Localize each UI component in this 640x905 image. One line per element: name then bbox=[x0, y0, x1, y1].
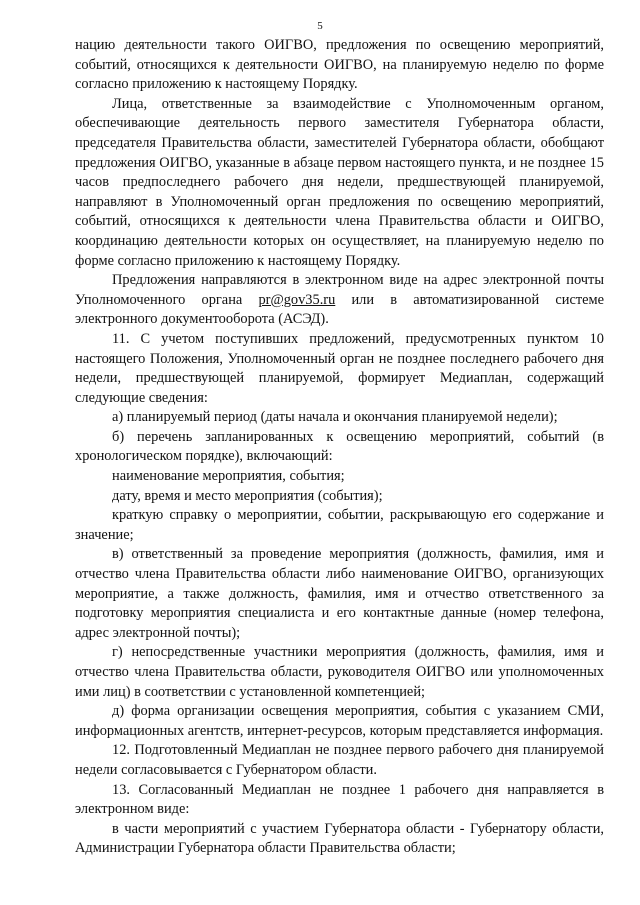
email-text-after: или в автоматизированной системе электронного документооборота (АСЭД). bbox=[75, 291, 605, 328]
paragraph-item-12: 12. Подготовленный Медиаплан не позднее первого рабочего дня планируемой недели согласовывается с Губернатором области. bbox=[75, 742, 604, 778]
paragraph-governor-distribution: в части мероприятий с участием Губернатора области - Губернатору области, Администрации Губернатора области Правительства области; bbox=[75, 820, 604, 857]
list-item-g: г) непосредственные участники мероприятия (должность, фамилия, имя и отчество члена Правительства области, руководителя ОИГВО или уполномоченных ими лиц) в соответствии с установленной компетенцией; bbox=[75, 644, 604, 700]
email-link[interactable]: pr@gov35.ru bbox=[258, 291, 336, 308]
paragraph-item-13: 13. Согласованный Медиаплан не позднее 1 рабочего дня направляется в электронном виде: bbox=[75, 781, 604, 818]
paragraph-item-11: 11. С учетом поступивших предложений, предусмотренных пунктом 10 настоящего Положения, Уполномоченный орган не позднее последнего рабочего дня недели, предшествующей планируемой, формирует Медиаплан, содержащий следующие сведения: bbox=[75, 330, 604, 406]
list-item-a: а) планируемый период (даты начала и окончания планируемой недели); bbox=[112, 409, 558, 426]
list-item-v: в) ответственный за проведение мероприятия (должность, фамилия, имя и отчество члена Правительства области либо наименование ОИГВО, организующих мероприятие, а также должность, фамилия, имя и отчество ответственного за подготовку мероприятия специалиста и его контактные данные (номер телефона, адрес электронной почты); bbox=[75, 546, 604, 641]
list-subitem-summary: краткую справку о мероприятии, событии, раскрывающую его содержание и значение; bbox=[75, 507, 604, 543]
list-subitem-date: дату, время и место мероприятия (события); bbox=[112, 487, 383, 504]
list-item-b: б) перечень запланированных к освещению мероприятий, событий (в хронологическом порядке), включающий: bbox=[75, 428, 604, 465]
paragraph-email-submission bbox=[75, 271, 604, 330]
list-item-d: д) форма организации освещения мероприятия, события с указанием СМИ, информационных агентств, интернет-ресурсов, которым представляется информация. bbox=[75, 703, 604, 739]
email-text-before: Предложения направляются в электронном виде на адрес электронной почты Уполномоченного органа bbox=[75, 272, 604, 308]
paragraph-continuation: нацию деятельности такого ОИГВО, предложения по освещению мероприятий, событий, относящихся к деятельности ОИГВО, на планируемую неделю по форме согласно приложению к настоящему Порядку. bbox=[75, 37, 604, 93]
document-body bbox=[75, 36, 604, 859]
list-subitem-name: наименование мероприятия, события; bbox=[112, 468, 345, 485]
page-number: 5 bbox=[317, 20, 323, 32]
paragraph-responsible-persons: Лица, ответственные за взаимодействие с Уполномоченным органом, обеспечивающие деятельность первого заместителя Губернатора области, председателя Правительства области, заместителей Губернатора области, обобщают предложения ОИГВО, указанные в абзаце первом настоящего пункта, и не позднее 15 часов предпоследнего рабочего дня недели, предшествующей планируемой, направляют в Уполномоченный орган предложения по освещению мероприятий, событий, относящихся к деятельности члена Правительства области и ОИГВО, координацию деятельности которых он осуществляет, на планируемую неделю по форме согласно приложению к настоящему Порядку. bbox=[75, 95, 604, 269]
